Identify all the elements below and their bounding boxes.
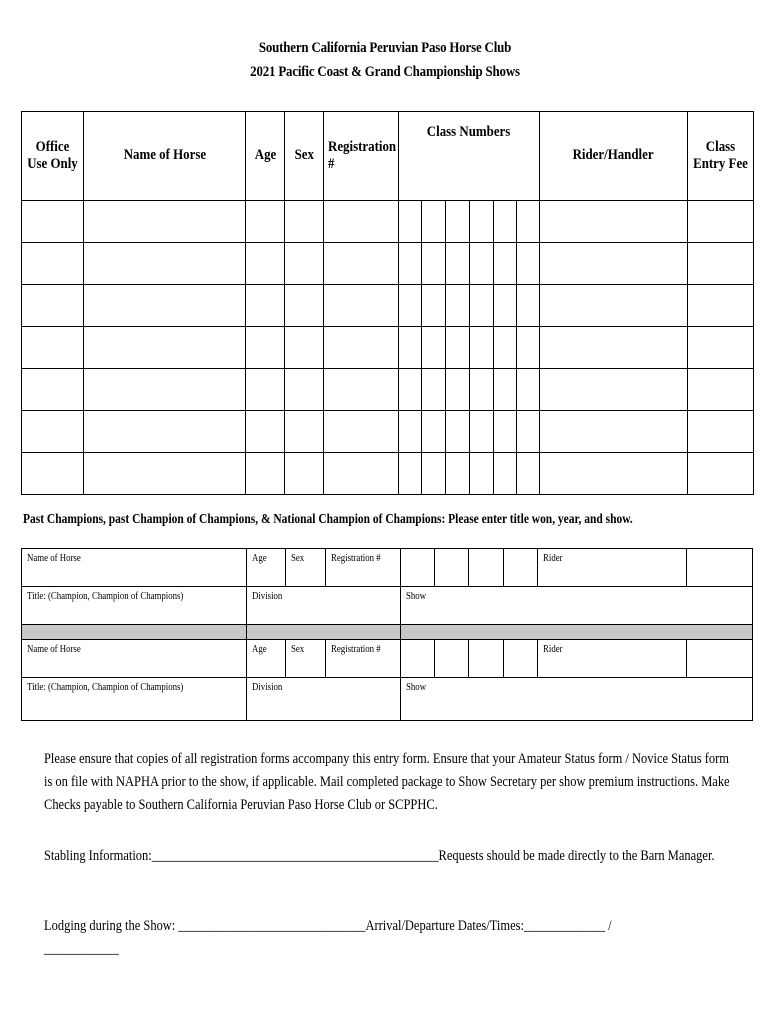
class-entry-fee-cell[interactable]	[688, 327, 754, 369]
champion-2-box[interactable]	[469, 640, 503, 678]
class-number-cell[interactable]	[446, 201, 470, 243]
class-number-cell[interactable]	[517, 369, 540, 411]
instructions-paragraph: Please ensure that copies of all registration forms accompany this entry form. Ensure that your Amateur Status form / Novice Status form is on file with NAPHA prior to the show, if applicable. Mail completed package to Show Secretary per show premium instructions. Make Checks payable to Southern California Peruvian Paso Horse Club or SCPPHC.	[44, 751, 730, 813]
office-use-cell[interactable]	[22, 453, 84, 495]
name-of-horse-header: Name of Horse	[84, 112, 246, 201]
champion-1-registration-field[interactable]: Registration #	[325, 549, 400, 587]
class-number-cell[interactable]	[494, 411, 517, 453]
entry-row	[22, 411, 754, 453]
class-number-cell[interactable]	[470, 285, 494, 327]
champion-1-box[interactable]	[401, 549, 435, 587]
class-number-cell[interactable]	[470, 369, 494, 411]
separator-cell	[401, 625, 753, 640]
office-use-cell[interactable]	[22, 369, 84, 411]
sex-cell[interactable]	[285, 243, 324, 285]
age-cell[interactable]	[246, 285, 285, 327]
horse-name-cell[interactable]	[84, 243, 246, 285]
stabling-information	[44, 845, 734, 868]
champion-1-box[interactable]	[469, 549, 503, 587]
champion-2-rider-field[interactable]: Rider	[537, 640, 686, 678]
sex-cell[interactable]	[285, 201, 324, 243]
horse-name-cell[interactable]	[84, 369, 246, 411]
class-number-cell[interactable]	[517, 327, 540, 369]
class-number-cell[interactable]	[422, 453, 446, 495]
class-number-cell[interactable]	[422, 369, 446, 411]
horse-name-cell[interactable]	[84, 453, 246, 495]
stabling-label: Stabling Information:	[44, 848, 152, 864]
champion-1-name-field[interactable]: Name of Horse	[22, 549, 247, 587]
class-number-cell[interactable]	[422, 327, 446, 369]
age-cell[interactable]	[246, 411, 285, 453]
form-subtitle: 2021 Pacific Coast & Grand Championship Shows	[250, 64, 520, 80]
age-header: Age	[246, 112, 285, 201]
class-number-cell[interactable]	[399, 453, 422, 495]
lodging-information	[44, 915, 734, 961]
class-number-cell[interactable]	[517, 285, 540, 327]
champion-2-box[interactable]	[503, 640, 537, 678]
registration-cell[interactable]	[324, 285, 399, 327]
rider-handler-cell[interactable]	[540, 201, 688, 243]
class-number-cell[interactable]	[422, 411, 446, 453]
class-number-cell[interactable]	[494, 201, 517, 243]
class-number-cell[interactable]	[446, 411, 470, 453]
class-number-cell[interactable]	[446, 285, 470, 327]
class-number-cell[interactable]	[446, 453, 470, 495]
champion-2-show-field[interactable]: Show	[401, 678, 753, 721]
champion-2-name-row	[22, 640, 753, 678]
age-cell[interactable]	[246, 243, 285, 285]
entry-row	[22, 327, 754, 369]
champion-2-age-field[interactable]: Age	[247, 640, 286, 678]
stabling-note: Requests should be made directly to the Barn Manager.	[438, 848, 715, 864]
champion-2-name-field[interactable]: Name of Horse	[22, 640, 247, 678]
separator-cell	[247, 625, 401, 640]
registration-cell[interactable]	[324, 411, 399, 453]
class-entry-fee-cell[interactable]	[688, 369, 754, 411]
class-number-cell[interactable]	[470, 243, 494, 285]
sex-cell[interactable]	[285, 369, 324, 411]
rider-handler-cell[interactable]	[540, 453, 688, 495]
class-entry-fee-cell[interactable]	[688, 201, 754, 243]
champion-1-title-row	[22, 587, 753, 625]
class-number-cell[interactable]	[470, 453, 494, 495]
class-number-cell[interactable]	[517, 411, 540, 453]
entry-table	[21, 111, 754, 495]
class-number-cell[interactable]	[470, 411, 494, 453]
rider-handler-cell[interactable]	[540, 243, 688, 285]
champion-2-box[interactable]	[401, 640, 435, 678]
class-number-cell[interactable]	[446, 243, 470, 285]
class-entry-fee-cell[interactable]	[688, 411, 754, 453]
horse-name-cell[interactable]	[84, 411, 246, 453]
office-use-cell[interactable]	[22, 243, 84, 285]
champion-1-division-field[interactable]: Division	[247, 587, 401, 625]
lodging-blank-field[interactable]: ______________________________	[178, 918, 366, 934]
registration-header: Registration #	[324, 112, 399, 201]
champion-2-sex-field[interactable]: Sex	[286, 640, 325, 678]
class-number-cell[interactable]	[399, 411, 422, 453]
stabling-blank-field[interactable]: ______________________________________________	[151, 848, 439, 864]
rider-handler-cell[interactable]	[540, 327, 688, 369]
champion-2-extra-field[interactable]	[686, 640, 752, 678]
class-number-cell[interactable]	[399, 369, 422, 411]
registration-cell[interactable]	[324, 327, 399, 369]
arrival-blank-field[interactable]: _____________	[523, 918, 606, 934]
form-title: Southern California Peruvian Paso Horse Club	[258, 40, 512, 56]
registration-cell[interactable]	[324, 201, 399, 243]
office-use-cell[interactable]	[22, 327, 84, 369]
champion-1-sex-field[interactable]: Sex	[286, 549, 325, 587]
sex-cell[interactable]	[285, 453, 324, 495]
sex-header: Sex	[285, 112, 324, 201]
class-number-cell[interactable]	[517, 243, 540, 285]
class-number-cell[interactable]	[517, 201, 540, 243]
class-number-cell[interactable]	[422, 243, 446, 285]
sex-cell[interactable]	[285, 411, 324, 453]
champion-1-extra-field[interactable]	[686, 549, 752, 587]
champion-1-title-field[interactable]: Title: (Champion, Champion of Champions)	[22, 587, 247, 625]
entry-row	[22, 285, 754, 327]
office-use-cell[interactable]	[22, 201, 84, 243]
class-entry-fee-cell[interactable]	[688, 285, 754, 327]
champion-2-registration-field[interactable]: Registration #	[325, 640, 400, 678]
champion-2-title-field[interactable]: Title: (Champion, Champion of Champions)	[22, 678, 247, 721]
class-number-cell[interactable]	[399, 327, 422, 369]
champion-2-division-field[interactable]: Division	[247, 678, 401, 721]
registration-cell[interactable]	[324, 243, 399, 285]
horse-name-cell[interactable]	[84, 201, 246, 243]
office-use-header: Office Use Only	[22, 112, 84, 201]
class-number-cell[interactable]	[494, 369, 517, 411]
age-cell[interactable]	[246, 453, 285, 495]
champion-2-box[interactable]	[435, 640, 469, 678]
entry-row	[22, 201, 754, 243]
champion-1-rider-field[interactable]: Rider	[537, 549, 686, 587]
champion-2-title-row	[22, 678, 753, 721]
departure-blank-field[interactable]: ____________	[44, 941, 119, 957]
champion-1-age-field[interactable]: Age	[247, 549, 286, 587]
class-number-cell[interactable]	[422, 201, 446, 243]
class-number-cell[interactable]	[494, 243, 517, 285]
horse-name-cell[interactable]	[84, 327, 246, 369]
class-numbers-header: Class Numbers	[399, 112, 540, 201]
class-number-cell[interactable]	[446, 369, 470, 411]
class-number-cell[interactable]	[494, 285, 517, 327]
registration-cell[interactable]	[324, 369, 399, 411]
age-cell[interactable]	[246, 369, 285, 411]
office-use-cell[interactable]	[22, 411, 84, 453]
champion-1-show-field[interactable]: Show	[401, 587, 753, 625]
class-number-cell[interactable]	[470, 201, 494, 243]
champion-1-box[interactable]	[435, 549, 469, 587]
class-entry-fee-cell[interactable]	[688, 453, 754, 495]
separator-cell	[22, 625, 247, 640]
registration-cell[interactable]	[324, 453, 399, 495]
rider-handler-cell[interactable]	[540, 369, 688, 411]
sex-cell[interactable]	[285, 327, 324, 369]
class-number-cell[interactable]	[422, 285, 446, 327]
class-number-cell[interactable]	[494, 327, 517, 369]
rider-handler-cell[interactable]	[540, 411, 688, 453]
class-number-cell[interactable]	[494, 453, 517, 495]
sex-cell[interactable]	[285, 285, 324, 327]
age-cell[interactable]	[246, 201, 285, 243]
class-number-cell[interactable]	[399, 201, 422, 243]
entry-row	[22, 369, 754, 411]
separator-row	[22, 625, 753, 640]
arrival-departure-label: Arrival/Departure Dates/Times:	[365, 918, 524, 934]
rider-handler-cell[interactable]	[540, 285, 688, 327]
past-champions-heading: Past Champions, past Champion of Champions, & National Champion of Champions: Please enter title won, year, and show.	[23, 512, 633, 527]
horse-name-cell[interactable]	[84, 285, 246, 327]
age-cell[interactable]	[246, 327, 285, 369]
class-entry-fee-cell[interactable]	[688, 243, 754, 285]
class-number-cell[interactable]	[470, 327, 494, 369]
entry-table-header	[22, 112, 754, 201]
class-number-cell[interactable]	[399, 285, 422, 327]
office-use-cell[interactable]	[22, 285, 84, 327]
class-number-cell[interactable]	[399, 243, 422, 285]
class-number-cell[interactable]	[446, 327, 470, 369]
entry-row	[22, 453, 754, 495]
lodging-label: Lodging during the Show:	[44, 918, 179, 934]
champion-1-box[interactable]	[503, 549, 537, 587]
entry-row	[22, 243, 754, 285]
class-entry-fee-header: Class Entry Fee	[688, 112, 754, 201]
arrival-separator: /	[605, 918, 612, 934]
past-champions-table	[21, 548, 753, 721]
champion-1-name-row	[22, 549, 753, 587]
class-number-cell[interactable]	[517, 453, 540, 495]
rider-handler-header: Rider/Handler	[540, 112, 688, 201]
